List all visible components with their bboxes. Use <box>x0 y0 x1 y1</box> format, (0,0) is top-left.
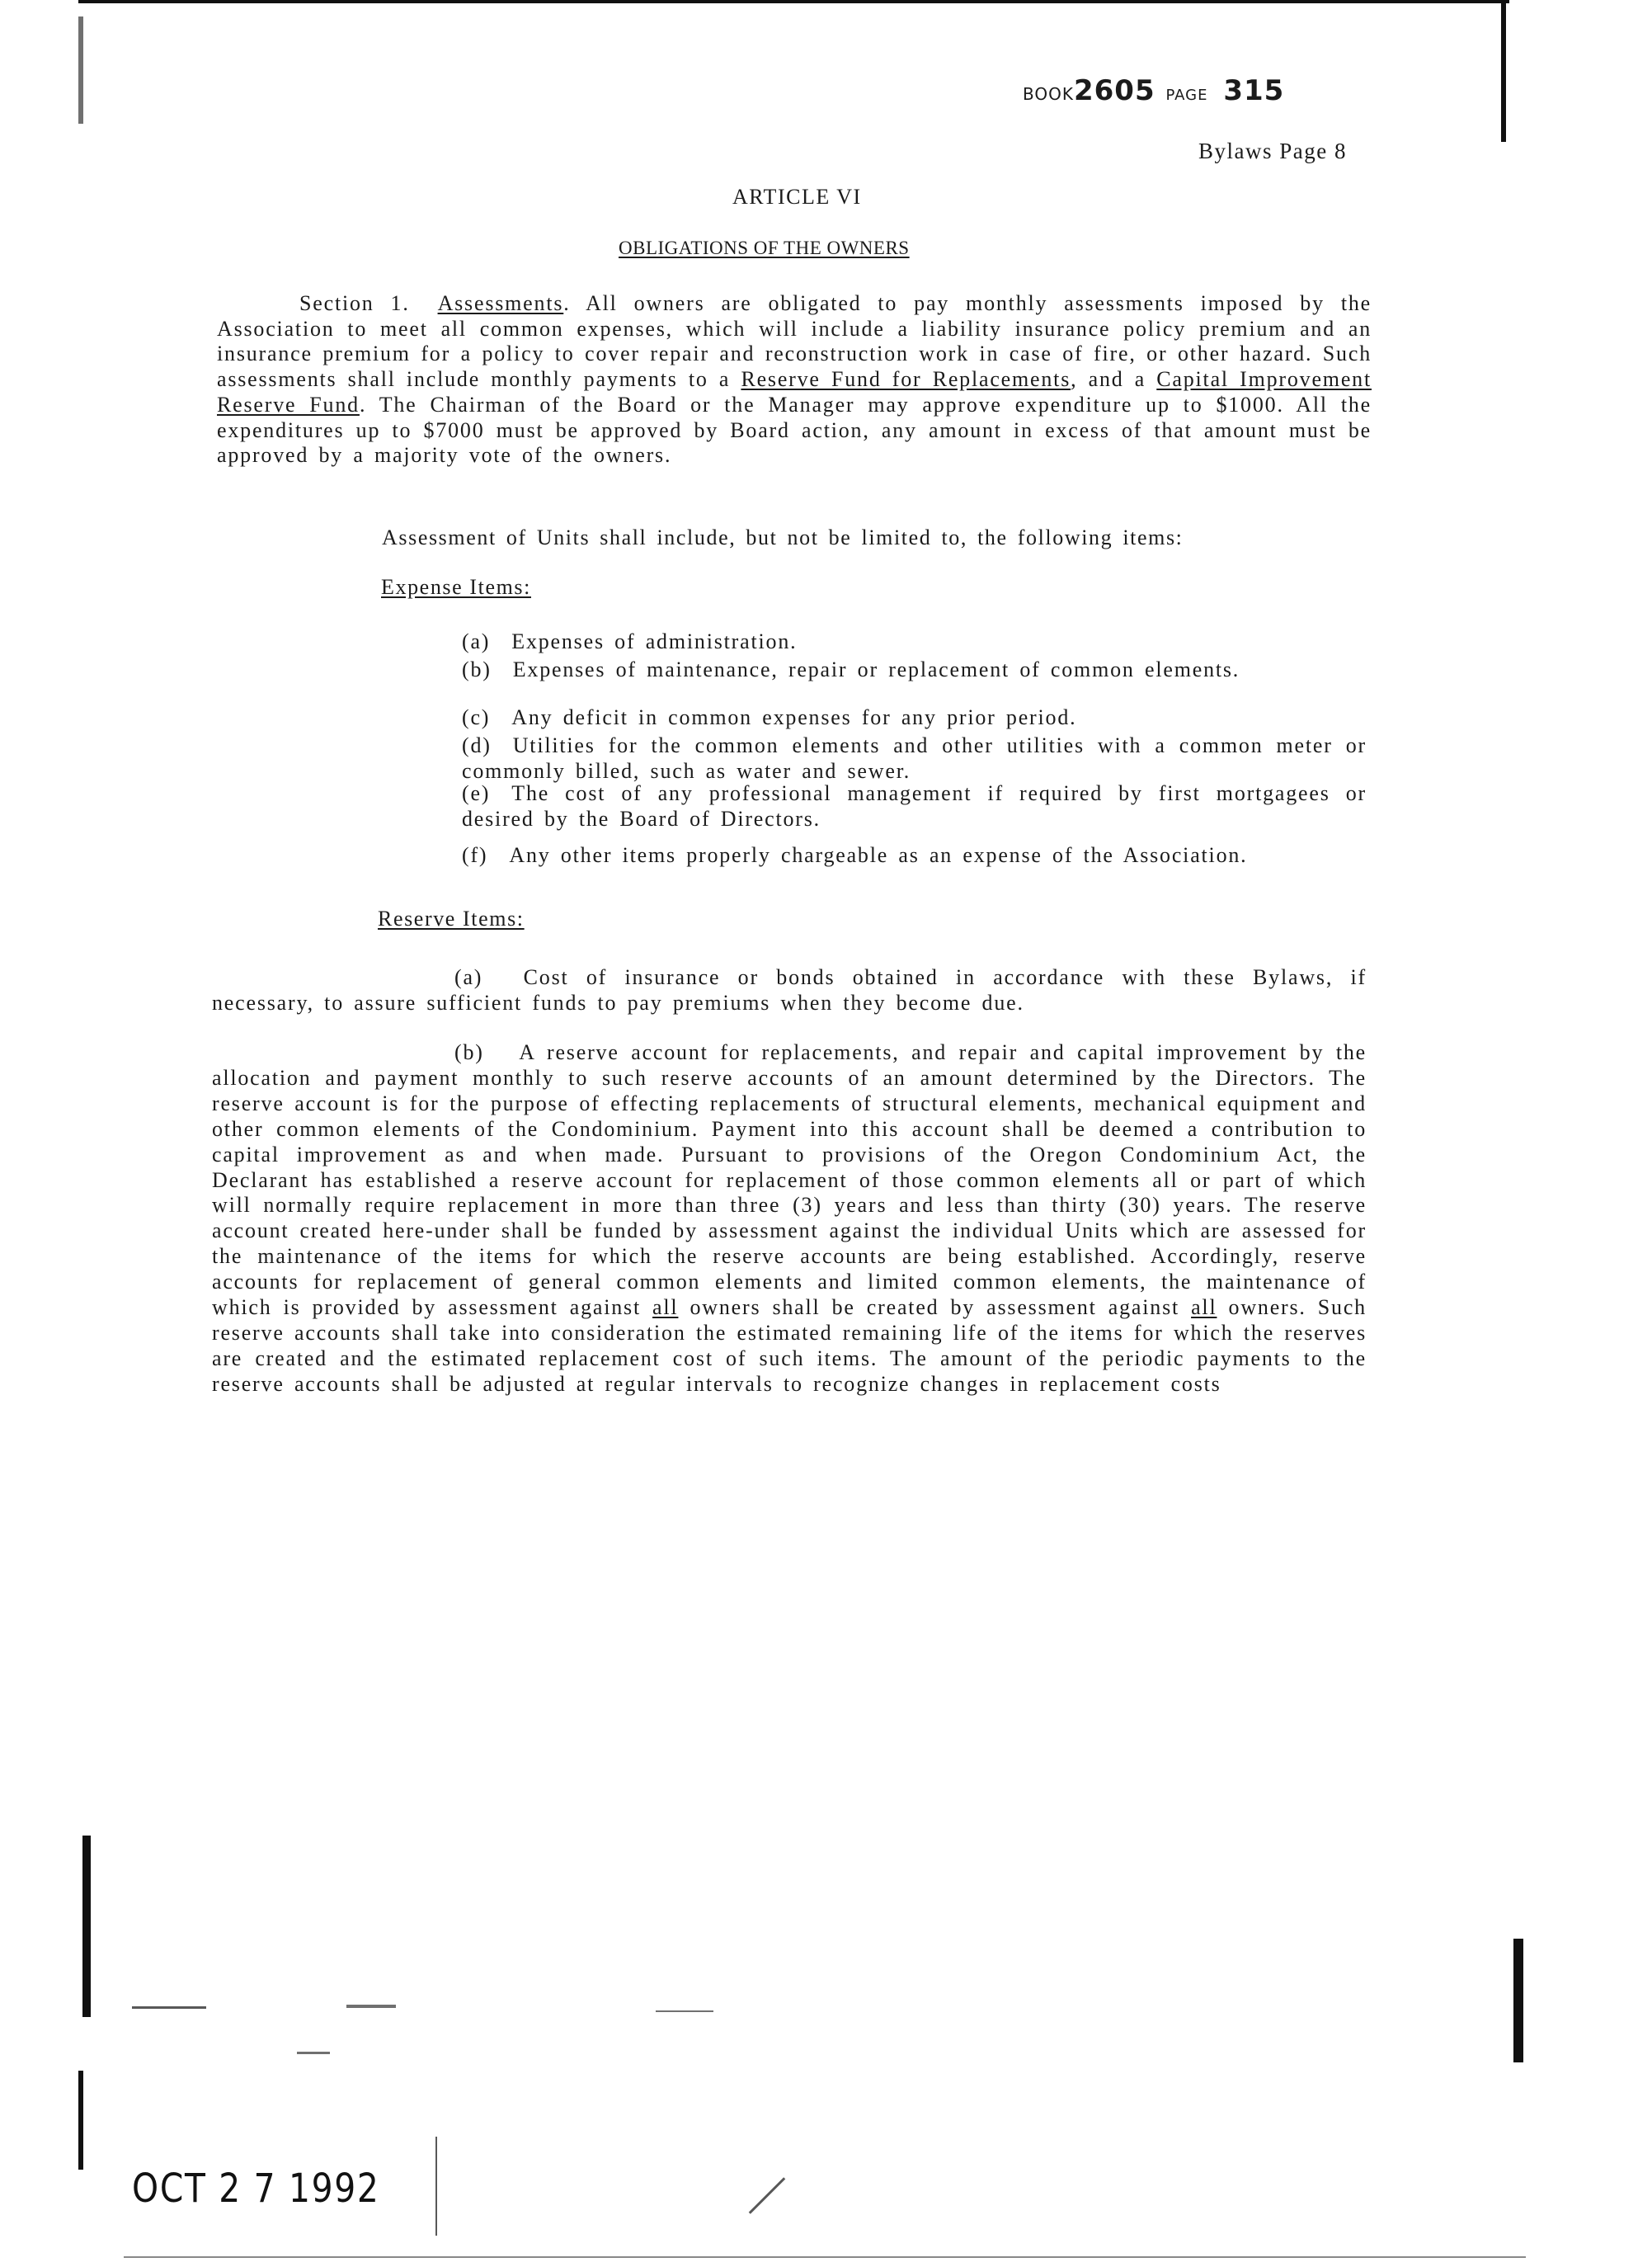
section-1-text-c: . The Chairman of the Board or the Manager may approve expenditure up to $1000. All the expenditures up to $7000 must be approved by Board action, any amount in excess of that amount must be approved by a majority vote of the owners. <box>217 392 1372 468</box>
scan-smudge-1 <box>132 2006 206 2009</box>
scan-top-border <box>78 0 1509 3</box>
date-stamp: OCT 2 7 1992 <box>132 2166 380 2212</box>
scan-left-bottom-bar-2 <box>78 2071 83 2170</box>
reserve-item-a-text: Cost of insurance or bonds obtained in accordance with these Bylaws, if necessary, to assure sufficient funds to pay premiums when they become due. <box>212 965 1367 1015</box>
expense-item <box>462 843 1367 869</box>
scan-bottom-border <box>124 2256 1526 2258</box>
reserve-item-b-text-3: owners. Such reserve accounts shall take into consideration the estimated remaining life of the items for which the reserves are created and the estimated replacement cost of such items. The amount of the periodic payments to the reserve accounts shall be adjusted at regular intervals to recognize changes in replacement costs <box>212 1295 1367 1396</box>
expense-item-text: The cost of any professional management if required by first mortgagees or desired by the Board of Directors. <box>462 781 1367 831</box>
scan-smudge-3 <box>656 2010 713 2012</box>
scan-left-bottom-bar <box>82 1836 91 2017</box>
expense-item-label: (e) <box>462 781 491 805</box>
expense-item <box>462 629 1367 655</box>
section-1-paragraph <box>217 291 1372 469</box>
expense-item-label: (c) <box>462 705 491 729</box>
expense-item-text: Any deficit in common expenses for any prior period. <box>511 705 1077 729</box>
section-1-text-b: , and a <box>1071 367 1157 392</box>
section-1-heading: Assessments <box>437 291 564 315</box>
expense-item <box>462 705 1367 731</box>
expense-items-heading: Expense Items: <box>381 575 531 599</box>
capital-fund-text: Capital Improvement Reserve Fund <box>217 367 1372 417</box>
scan-left-edge-mark <box>78 16 83 124</box>
expense-item <box>462 657 1367 683</box>
section-1-lead: Section 1. <box>299 291 410 315</box>
reserve-item-b-text-1: A reserve account for replacements, and repair and capital improvement by the allocation and payment monthly to such reserve accounts of an amount determined by the Directors. The reserve account is for the purpose of effecting replacements of structural elements, mechanical equipment and other common elements of the Condominium. Payment into this account shall be deemed a contribution to capital improvement as and when made. Pursuant to provisions of the Oregon Condominium Act, the Declarant has established a reserve account for replacement of those common elements all or part of which will normally require replacement in more than three (3) years and less than thirty (30) years. The reserve account created here-under shall be funded by assessment against the individual Units which are assessed for the maintenance of the items for which the reserve accounts are being established. Accordingly, reserve accounts for replacement of general common elements and limited common elements, the maintenance of which is provided by assessment against <box>212 1040 1367 1320</box>
reserve-item-a-label: (a) <box>454 965 483 989</box>
expense-item-text: Any other items properly chargeable as an expense of the Association. <box>509 843 1248 867</box>
reserve-item-b-label: (b) <box>454 1040 484 1064</box>
assessment-intro: Assessment of Units shall include, but not be limited to, the following items: <box>382 526 1184 549</box>
all-word-1: all <box>652 1295 679 1320</box>
reserve-item-b <box>212 1040 1367 1397</box>
expense-item-label: (f) <box>462 843 488 867</box>
expense-item <box>462 733 1367 784</box>
page-reference: Bylaws Page 8 <box>1198 139 1347 163</box>
section-1-text-a: . All owners are obligated to pay monthly assessments imposed by the Association to meet all common expenses, which will include a liability insurance policy premium and an insurance premium for a policy to cover repair and reconstruction work in case of fire, or other hazard. Such assessments shall include monthly payments to a <box>217 291 1372 392</box>
scan-smudge-2 <box>346 2005 396 2008</box>
article-subtitle: OBLIGATIONS OF THE OWNERS <box>619 238 910 258</box>
expense-item-label: (b) <box>462 657 492 681</box>
scan-diagonal-mark <box>749 2177 786 2214</box>
expense-item-label: (a) <box>462 629 491 653</box>
scan-vertical-line <box>435 2137 437 2236</box>
scan-right-bar-top <box>1501 0 1506 142</box>
scan-smudge-4 <box>297 2052 330 2054</box>
expense-item-label: (d) <box>462 733 492 757</box>
scan-right-bar-bottom <box>1513 1939 1523 2062</box>
book-number: 2605 <box>1073 74 1155 107</box>
book-label: BOOK <box>1023 84 1074 104</box>
expense-item-text: Expenses of administration. <box>511 629 798 653</box>
page-number: 315 <box>1223 74 1285 107</box>
expense-item <box>462 781 1367 832</box>
page-label: PAGE <box>1165 87 1208 104</box>
reserve-fund-link-text: Reserve Fund for Replacements <box>741 367 1071 392</box>
all-word-2: all <box>1191 1295 1217 1320</box>
recording-stamp <box>1023 74 1284 107</box>
expense-item-text: Utilities for the common elements and other utilities with a common meter or commonly billed, such as water and sewer. <box>462 733 1367 783</box>
reserve-item-b-text-2: owners shall be created by assessment against <box>678 1295 1192 1320</box>
reserve-items-heading: Reserve Items: <box>378 907 525 931</box>
expense-item-text: Expenses of maintenance, repair or replacement of common elements. <box>512 657 1240 681</box>
article-title: ARTICLE VI <box>732 185 862 209</box>
reserve-item-a <box>212 965 1367 1016</box>
